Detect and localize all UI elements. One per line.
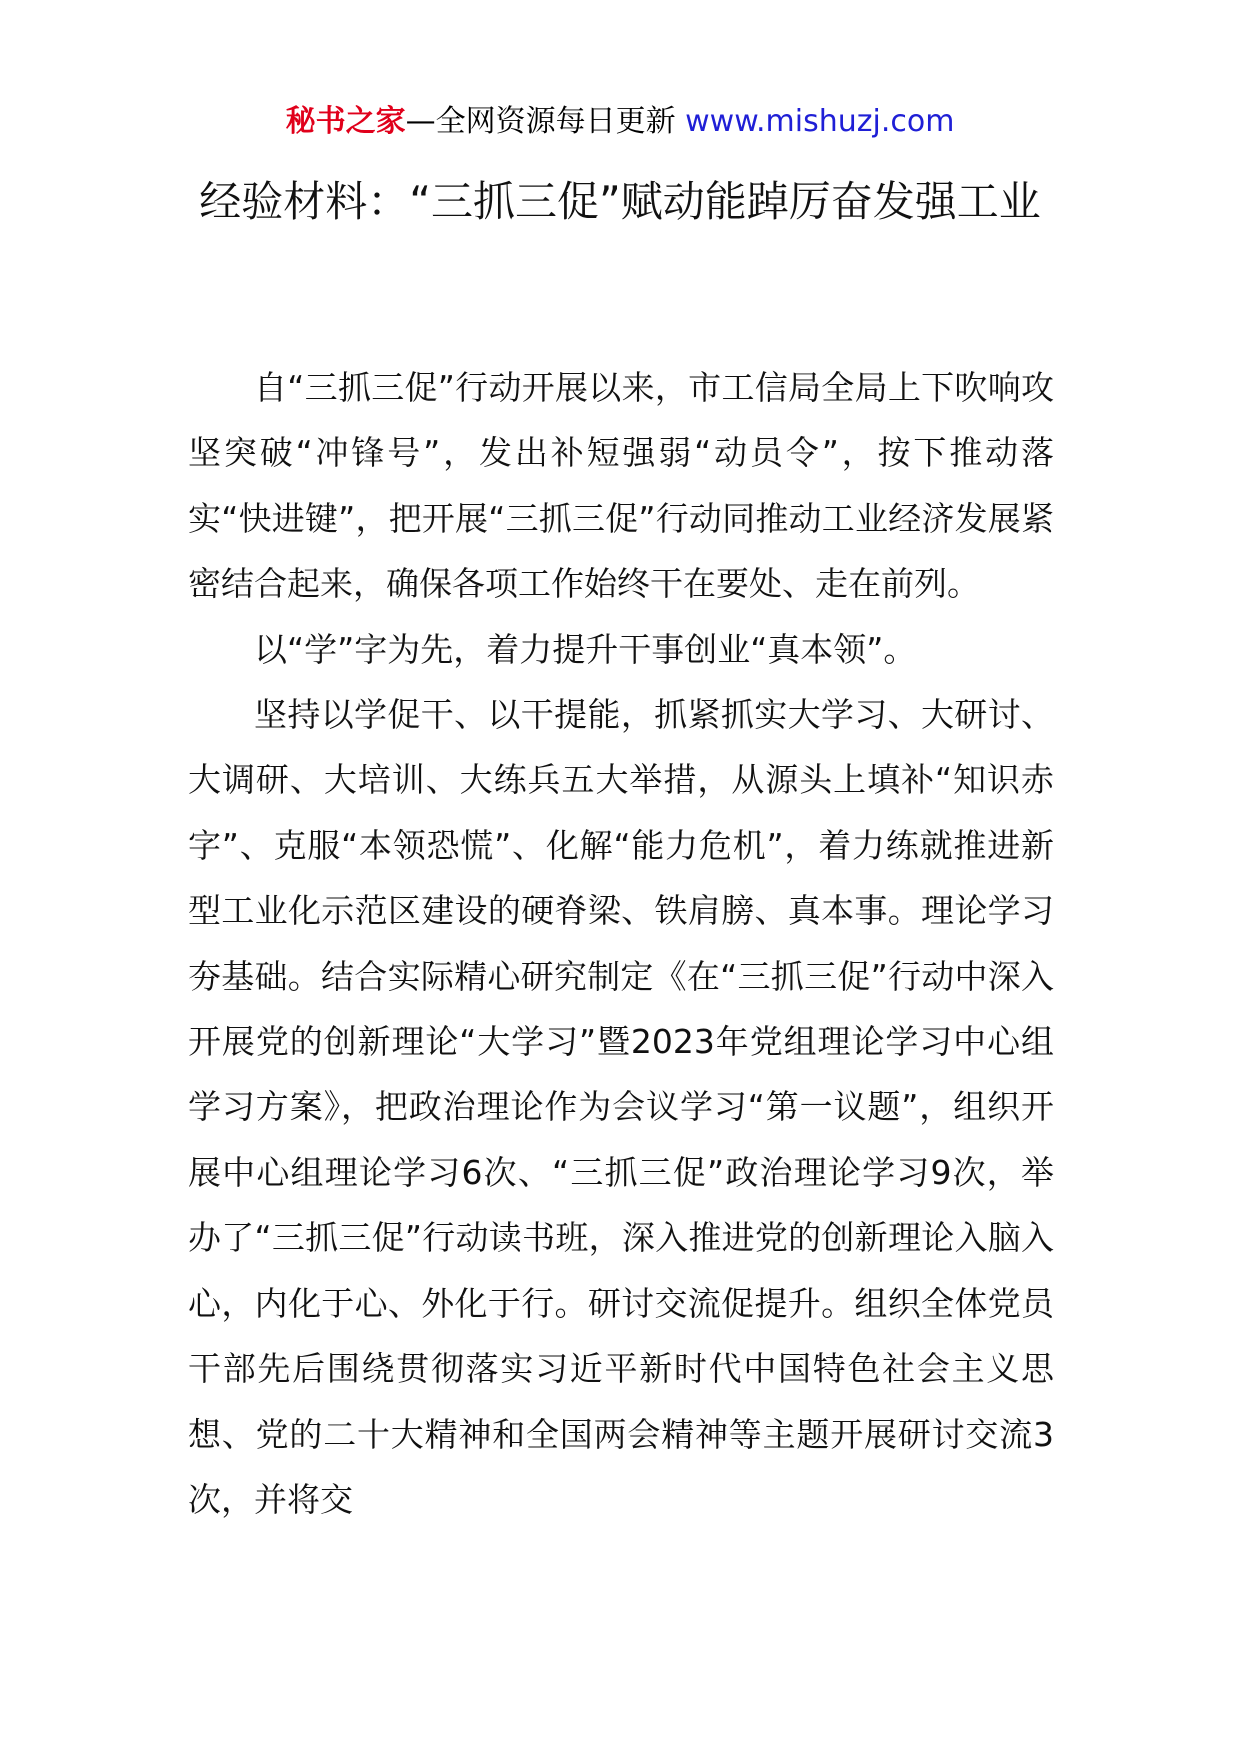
site-url-link[interactable]: www.mishuzj.com	[685, 104, 955, 139]
paragraph-intro: 自“三抓三促”行动开展以来，市工信局全局上下吹响攻坚突破“冲锋号”，发出补短强弱“动员令”，按下推动落实“快进键”，把开展“三抓三促”行动同推动工业经济发展紧密结合起来，确保各项工作始终干在要处、走在前列。	[188, 368, 1054, 604]
document-title: 经验材料：“三抓三促”赋动能踔厉奋发强工业	[199, 177, 1041, 226]
paragraph-study: 坚持以学促干、以干提能，抓紧抓实大学习、大研讨、大调研、大培训、大练兵五大举措，从源头上填补“知识赤字”、克服“本领恐慌”、化解“能力危机”，着力练就推进新型工业化示范区建设的硬脊梁、铁肩膀、真本事。理论学习夯基础。结合实际精心研究制定《在“三抓三促”行动中深入开展党的创新理论“大学习”暨2023年党组理论学习中心组学习方案》，把政治理论作为会议学习“第一议题”，组织开展中心组理论学习6次、“三抓三促”政治理论学习9次，举办了“三抓三促”行动读书班，深入推进党的创新理论入脑入心，内化于心、外化于行。研讨交流促提升。组织全体党员干部先后围绕贯彻落实习近平新时代中国特色社会主义思想、党的二十大精神和全国两会精神等主题开展研讨交流3次，并将交	[188, 695, 1054, 1519]
header-tagline: —全网资源每日更新	[405, 104, 686, 139]
site-header	[0, 102, 1240, 142]
paragraph-section-heading: 以“学”字为先，着力提升干事创业“真本领”。	[254, 629, 917, 669]
document-body	[188, 355, 1054, 1532]
brand-name: 秘书之家	[285, 104, 406, 139]
